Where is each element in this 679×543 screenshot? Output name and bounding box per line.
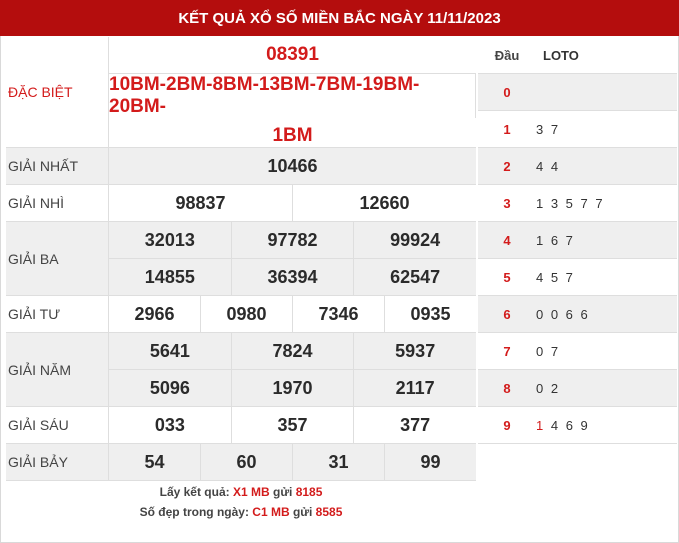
prize-row-third	[6, 222, 476, 296]
prize-number: 357	[232, 407, 355, 443]
prize-row-fifth	[6, 333, 476, 407]
loto-row	[478, 296, 677, 333]
prize-number: 60	[201, 444, 293, 480]
special-number: 08391	[266, 44, 319, 65]
loto-tail: 1 6 7	[536, 232, 575, 248]
prize-row-seventh	[6, 444, 476, 481]
loto-dau: 1	[503, 121, 511, 137]
prize-number: 2966	[109, 296, 201, 332]
prize-number: 12660	[359, 192, 410, 213]
prize-label-seventh: GIẢI BẢY	[6, 444, 109, 480]
loto-tail-rest: 4 6 9	[545, 417, 590, 433]
prize-row-sixth	[6, 407, 476, 444]
footer-line-1	[6, 482, 476, 502]
loto-row	[478, 111, 677, 148]
footer-line-2	[6, 502, 476, 522]
loto-dau: 6	[503, 306, 511, 322]
loto-head-dau: Đầu	[494, 47, 520, 63]
prize-number: 5937	[395, 340, 436, 361]
prize-row-special	[6, 37, 476, 148]
prize-label-first: GIẢI NHẤT	[6, 148, 109, 184]
sms-code: C1 MB	[252, 505, 290, 519]
special-codes-line1: 10BM-2BM-8BM-13BM-7BM-19BM-20BM-	[109, 74, 476, 118]
loto-dau: 9	[503, 417, 511, 433]
footer-text: gửi	[269, 485, 296, 499]
loto-row	[478, 148, 677, 185]
prize-label-sixth: GIẢI SÁU	[6, 407, 109, 443]
prize-number: 2117	[395, 377, 435, 398]
prize-number: 0935	[410, 303, 451, 324]
loto-row	[478, 222, 677, 259]
loto-tail: 0 7	[536, 343, 561, 359]
prize-number: 54	[109, 444, 201, 480]
loto-tail: 4 5 7	[536, 269, 575, 285]
loto-dau: 3	[503, 195, 511, 211]
prize-label-third: GIẢI BA	[6, 222, 109, 295]
prize-number: 1970	[232, 370, 355, 406]
prize-number: 97782	[232, 222, 355, 258]
loto-head-loto: LOTO	[543, 47, 579, 63]
prize-label-fifth: GIẢI NĂM	[6, 333, 109, 406]
loto-row	[478, 74, 677, 111]
prize-number: 10466	[267, 155, 318, 176]
loto-dau: 2	[503, 158, 511, 174]
loto-row	[478, 333, 677, 370]
loto-tail: 0 2	[536, 380, 561, 396]
prize-number: 5096	[109, 370, 232, 406]
prize-number: 99	[420, 451, 441, 472]
footer-text: gửi	[289, 505, 316, 519]
loto-header	[478, 37, 677, 74]
sms-code: X1 MB	[232, 485, 270, 499]
loto-tail-highlight: 1	[536, 417, 546, 433]
prize-number: 31	[293, 444, 385, 480]
page-title	[0, 0, 679, 36]
prize-number: 32013	[109, 222, 232, 258]
prize-number: 36394	[232, 259, 355, 295]
loto-tail	[536, 418, 590, 433]
loto-dau: 8	[503, 380, 511, 396]
loto-dau: 0	[503, 84, 511, 100]
loto-dau: 7	[503, 343, 511, 359]
loto-row	[478, 370, 677, 407]
sms-number: 8185	[295, 485, 323, 499]
loto-tail: 4 4	[536, 158, 561, 174]
prize-row-fourth	[6, 296, 476, 333]
footer-text: Lấy kết quả:	[159, 485, 233, 499]
page-title-text: KẾT QUẢ XỔ SỐ MIỀN BẮC NGÀY 11/11/2023	[178, 9, 501, 27]
prize-number: 0980	[201, 296, 293, 332]
prize-row-second	[6, 185, 476, 222]
prize-label-special: ĐẶC BIỆT	[6, 37, 109, 147]
loto-dau: 4	[503, 232, 511, 248]
footer-info	[6, 482, 476, 522]
prize-number: 7346	[293, 296, 385, 332]
prize-number: 98837	[109, 185, 293, 221]
loto-row	[478, 407, 677, 444]
prize-row-first	[6, 148, 476, 185]
loto-dau: 5	[503, 269, 511, 285]
sms-number: 8585	[315, 505, 343, 519]
loto-tail: 0 0 6 6	[536, 306, 590, 322]
prize-label-second: GIẢI NHÌ	[6, 185, 109, 221]
prize-number: 7824	[232, 333, 355, 369]
prize-number: 377	[400, 414, 431, 435]
prize-number: 5641	[109, 333, 232, 369]
prize-number: 99924	[390, 229, 441, 250]
footer-text: Số đẹp trong ngày:	[139, 505, 253, 519]
loto-row	[478, 259, 677, 296]
loto-row	[478, 185, 677, 222]
prize-number: 14855	[109, 259, 232, 295]
loto-tail: 1 3 5 7 7	[536, 195, 605, 211]
prize-label-fourth: GIẢI TƯ	[6, 296, 109, 332]
special-codes-line2: 1BM	[272, 125, 313, 146]
prize-number: 033	[109, 407, 232, 443]
loto-tail: 3 7	[536, 121, 561, 137]
prize-number: 62547	[390, 266, 441, 287]
